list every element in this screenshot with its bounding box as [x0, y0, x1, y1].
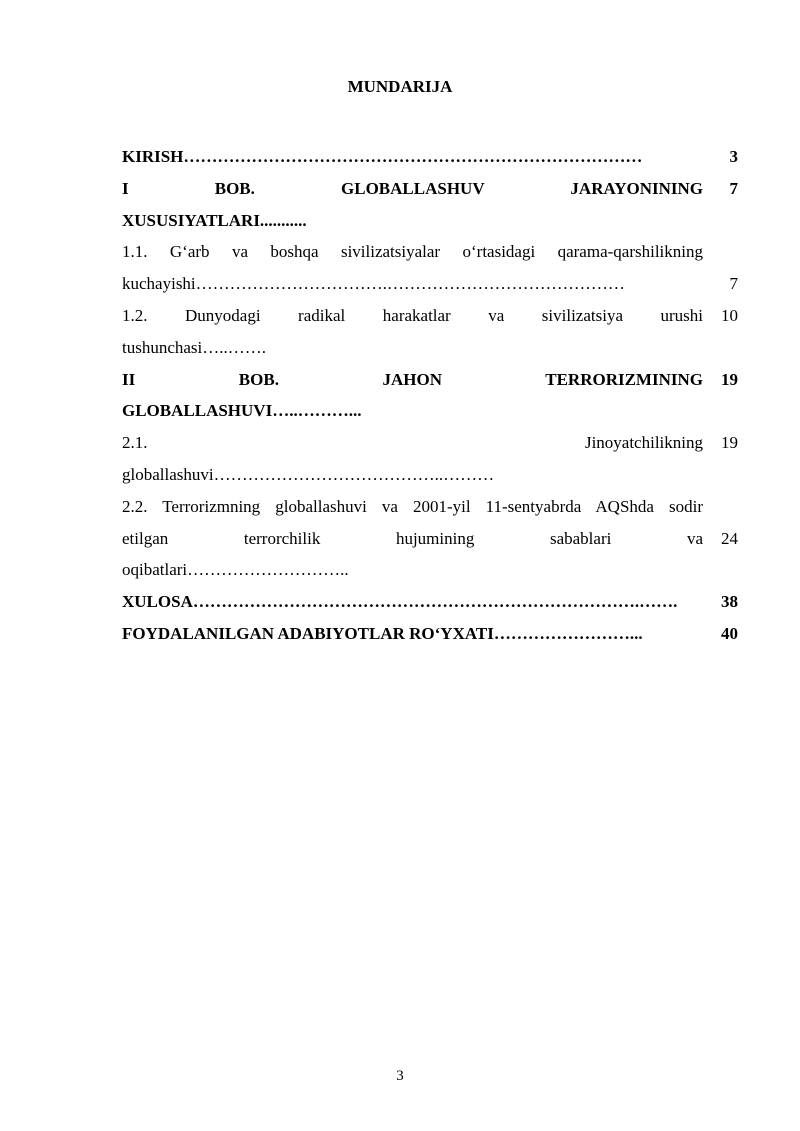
table-of-contents	[122, 141, 738, 650]
toc-page-number: 19	[721, 369, 738, 389]
toc-entry-1-1[interactable]	[122, 236, 738, 300]
toc-page-number: 7	[729, 178, 738, 198]
toc-entry-text	[122, 173, 703, 237]
toc-entry-text	[122, 491, 703, 586]
toc-entry-line: etilgan terrorchilik hujumining sabablari va	[122, 528, 703, 548]
toc-entry-line: 2.2. Terrorizmning globallashuvi va 2001-yil 11-sentyabrda AQShda sodir	[122, 496, 703, 516]
toc-page-number: 24	[721, 528, 738, 548]
toc-entry-line: GLOBALLASHUVI…..………...	[122, 401, 362, 421]
toc-entry-line: XUSUSIYATLARI...........	[122, 210, 307, 230]
page-number: 3	[396, 1068, 404, 1084]
toc-entry-line: tushunchasi…..…….	[122, 337, 267, 357]
toc-entry-text: FOYDALANILGAN ADABIYOTLAR RO‘YXATI……………………...	[122, 623, 643, 643]
toc-entry-text	[122, 364, 703, 428]
toc-page-number: 7	[729, 274, 738, 294]
toc-entry-chapter-1[interactable]	[122, 173, 738, 237]
toc-page-number: 19	[721, 433, 738, 453]
toc-entry-2-1[interactable]	[122, 427, 738, 491]
toc-entry-line: kuchayishi…………………………….……………………………………	[122, 274, 625, 294]
toc-page-number: 3	[729, 147, 738, 166]
toc-entry-kirish[interactable]	[122, 141, 738, 173]
toc-entry-line: oqibatlari………………………..	[122, 560, 349, 580]
toc-page-number: 38	[721, 592, 738, 612]
toc-entry-text	[122, 427, 703, 491]
toc-entry-chapter-2[interactable]	[122, 364, 738, 428]
toc-entry-text	[122, 236, 703, 300]
toc-entry-line: I BOB. GLOBALLASHUV JARAYONINING	[122, 178, 703, 198]
toc-entry-xulosa[interactable]	[122, 586, 738, 618]
toc-entry-text: XULOSA…………………………………………………………………….…….	[122, 592, 678, 612]
toc-entry-text: KIRISH………………………………………………………………………	[122, 147, 643, 166]
toc-entry-2-2[interactable]	[122, 491, 738, 586]
toc-entry-1-2[interactable]	[122, 300, 738, 364]
toc-page-number: 10	[721, 305, 738, 325]
page-title: MUNDARIJA	[347, 77, 453, 96]
toc-entry-references[interactable]	[122, 618, 738, 650]
toc-entry-line: 1.2. Dunyodagi radikal harakatlar va sivilizatsiya urushi	[122, 305, 703, 325]
toc-entry-text	[122, 300, 703, 364]
toc-entry-line: 2.1. Jinoyatchilikning	[122, 433, 703, 453]
toc-entry-line: globallashuvi…………………………………..………	[122, 464, 495, 484]
toc-entry-line: II BOB. JAHON TERRORIZMINING	[122, 369, 703, 389]
toc-page-number: 40	[721, 623, 738, 643]
toc-entry-line: 1.1. G‘arb va boshqa sivilizatsiyalar o‘rtasidagi qarama-qarshilikning	[122, 242, 703, 262]
